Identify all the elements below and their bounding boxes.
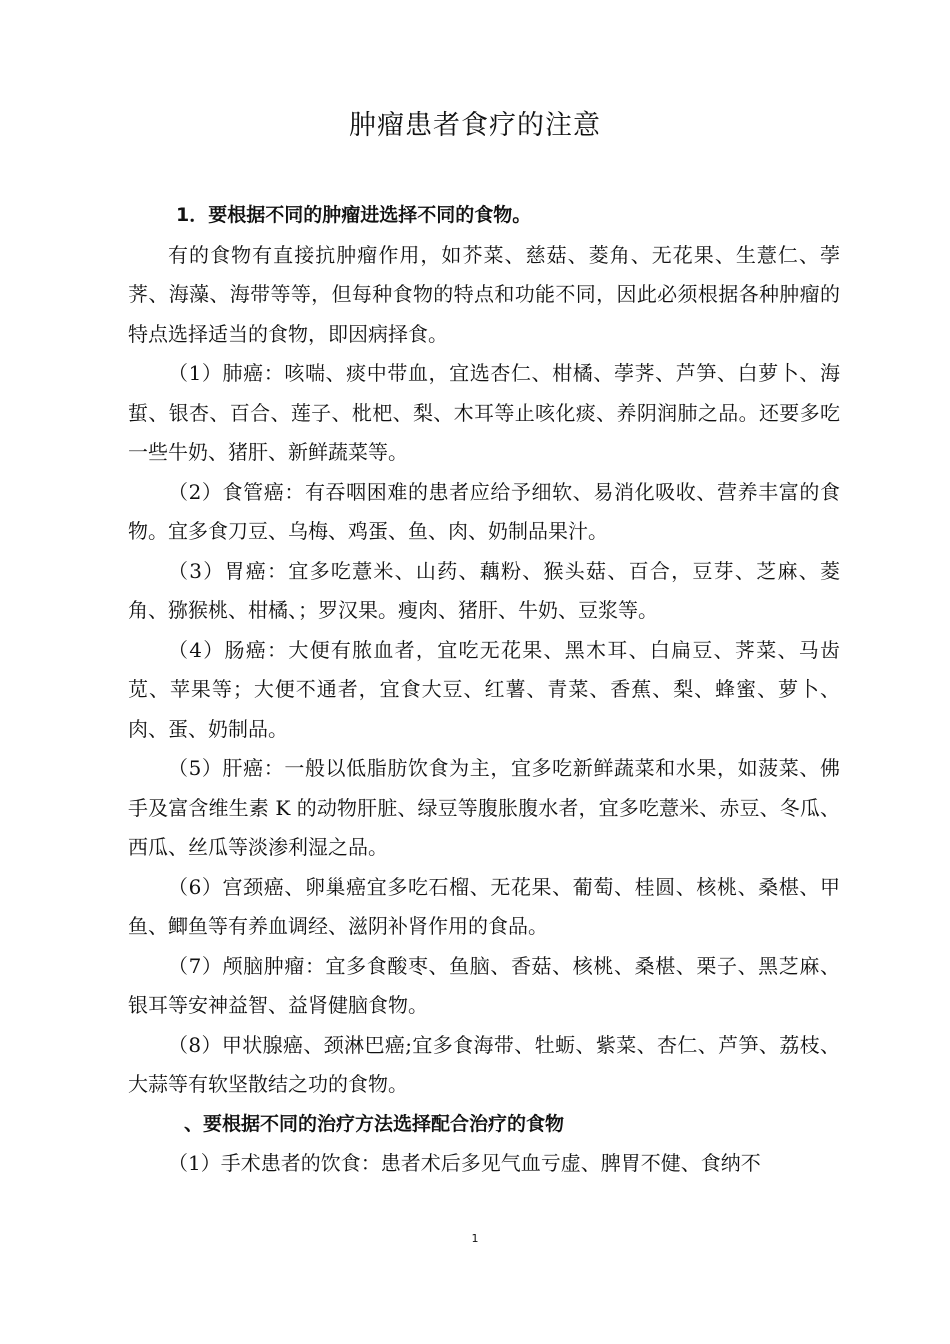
- paragraph-surgery-diet: （1）手术患者的饮食：患者术后多见气血亏虚、脾胃不健、食纳不: [168, 1151, 761, 1175]
- paragraph-cervical-cancer: （6）宫颈癌、卵巢癌宜多吃石榴、无花果、葡萄、桂圆、核桃、桑椹、甲鱼、鲫鱼等有养血调经、滋阴补肾作用的食品。: [128, 874, 840, 938]
- section-heading-2: 、要根据不同的治疗方法选择配合治疗的食物: [184, 1112, 565, 1135]
- document-body: [128, 196, 840, 1184]
- paragraph-brain-tumor: （7）颅脑肿瘤：宜多食酸枣、鱼脑、香菇、核桃、桑椹、栗子、黑芝麻、银耳等安神益智、益肾健脑食物。: [128, 953, 840, 1017]
- page-number: 1: [471, 1232, 479, 1245]
- paragraph-stomach-cancer: （3）胃癌：宜多吃薏米、山药、藕粉、猴头菇、百合，豆芽、芝麻、菱角、猕猴桃、柑橘、；罗汉果。瘦肉、猪肝、牛奶、豆浆等。: [128, 558, 840, 622]
- paragraph-colon-cancer: （4）肠癌：大便有脓血者，宜吃无花果、黑木耳、白扁豆、荠菜、马齿苋、苹果等；大便不通者，宜食大豆、红薯、青菜、香蕉、梨、蜂蜜、萝卜、肉、蛋、奶制品。: [128, 637, 840, 741]
- paragraph-intro: 有的食物有直接抗肿瘤作用，如芥菜、慈菇、菱角、无花果、生薏仁、荸荠、海藻、海带等等，但每种食物的特点和功能不同，因此必须根据各种肿瘤的特点选择适当的食物，即因病择食。: [128, 242, 840, 346]
- paragraph-thyroid-cancer: （8）甲状腺癌、颈淋巴癌;宜多食海带、牡蛎、紫菜、杏仁、芦笋、荔枝、大蒜等有软坚散结之功的食物。: [128, 1032, 840, 1096]
- paragraph-liver-cancer: （5）肝癌：一般以低脂肪饮食为主，宜多吃新鲜蔬菜和水果，如菠菜、佛手及富含维生素 K 的动物肝脏、绿豆等腹胀腹水者，宜多吃薏米、赤豆、冬瓜、西瓜、丝瓜等淡渗利湿之品。: [128, 756, 840, 859]
- section-heading-1: 1．要根据不同的肿瘤进选择不同的食物。: [176, 204, 532, 226]
- document-title: 肿瘤患者食疗的注意: [349, 110, 601, 141]
- paragraph-esophageal-cancer: （2）食管癌：有吞咽困难的患者应给予细软、易消化吸收、营养丰富的食物。宜多食刀豆、乌梅、鸡蛋、鱼、肉、奶制品果汁。: [128, 479, 840, 543]
- paragraph-lung-cancer: （1）肺癌：咳喘、痰中带血，宜选杏仁、柑橘、荸荠、芦笋、白萝卜、海蜇、银杏、百合、莲子、枇杷、梨、木耳等止咳化痰、养阴润肺之品。还要多吃一些牛奶、猪肝、新鲜蔬菜等。: [128, 361, 840, 464]
